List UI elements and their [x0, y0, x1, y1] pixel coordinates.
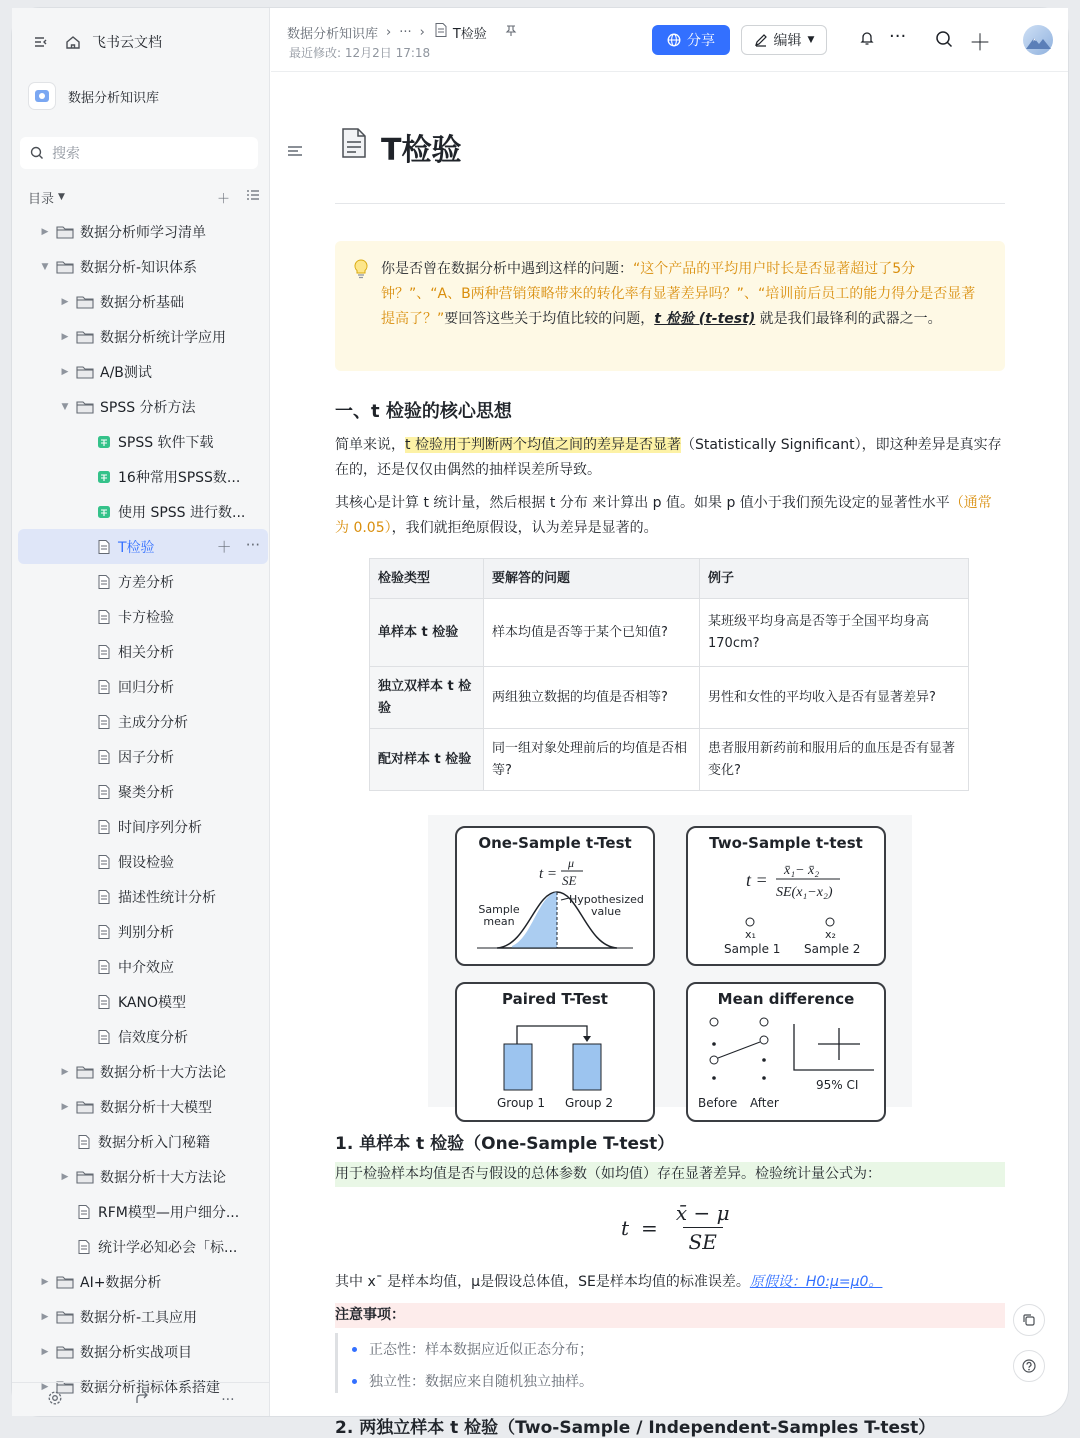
globe-icon: [667, 33, 681, 47]
edit-button[interactable]: [741, 25, 827, 55]
bullet: [352, 1347, 357, 1352]
callout-intro: 你是否曾在数据分析中遇到这样的问题：: [381, 261, 633, 277]
tree-item-label: 数据分析-工具应用: [80, 1309, 198, 1326]
tree-item-label: 描述性统计分析: [118, 889, 216, 906]
tree-item-label: 聚类分析: [118, 784, 174, 801]
tree-item-label: 假设检验: [118, 854, 174, 871]
tree-item[interactable]: [18, 704, 268, 739]
folder-icon: [76, 294, 94, 310]
callout-end: 就是我们最锋利的武器之一。: [755, 311, 942, 327]
chevron-right-icon[interactable]: ▶: [61, 331, 69, 342]
tree-item[interactable]: [18, 739, 268, 774]
settings-icon[interactable]: [47, 1390, 63, 1410]
tree-item-label: SPSS 软件下载: [118, 434, 214, 451]
callout-questions: “这个产品的平均用户时长是否显著超过了5分钟？”、“A、B两种营销策略带来的转化率有显著差异吗？”、“培训前后员工的能力得分是否显著提高了？”: [381, 261, 976, 327]
tree-item-label: 16种常用SPSS数...: [118, 469, 241, 486]
svg-text:μ: μ: [568, 856, 575, 870]
tree-item[interactable]: [18, 1229, 268, 1264]
tree-item[interactable]: [18, 984, 268, 1019]
chevron-right-icon[interactable]: ▶: [41, 1381, 49, 1392]
share-out-icon[interactable]: [134, 1390, 150, 1410]
chevron-right-icon[interactable]: ▶: [61, 1066, 69, 1077]
chevron-right-icon[interactable]: ▶: [61, 1171, 69, 1182]
share-button[interactable]: [652, 25, 730, 55]
paragraph: [335, 1270, 1005, 1295]
one-sample-card: [455, 826, 655, 966]
notes-heading: 注意事项：: [335, 1303, 1005, 1328]
more-options-icon[interactable]: ···: [889, 26, 907, 47]
svg-text:x₁: x₁: [745, 928, 756, 941]
breadcrumb-ellipsis[interactable]: ···: [399, 24, 412, 40]
folder-icon: [76, 329, 94, 345]
list-item: [352, 1365, 1005, 1397]
list-item-text: 正态性：样本数据应近似正态分布；: [369, 1342, 593, 1358]
text-run: 简单来说，: [335, 437, 405, 453]
callout-mid: 要回答这些关于均值比较的问题，: [444, 311, 655, 327]
add-icon[interactable]: ＋: [216, 538, 232, 556]
table-cell: 患者服用新药前和服用后的血压是否有显著变化?: [700, 729, 969, 791]
tree-item-label: 中介效应: [118, 959, 174, 976]
list-item: [352, 1333, 1005, 1365]
tree-item[interactable]: [18, 1264, 268, 1299]
add-icon[interactable]: ＋: [969, 31, 992, 56]
doc-icon: [337, 126, 371, 168]
table-header: 要解答的问题: [484, 559, 700, 599]
tree-item-label: RFM模型—用户细分...: [98, 1204, 240, 1221]
table-cell: 两组独立数据的均值是否相等?: [484, 667, 700, 729]
list-item-text: 独立性：数据应来自随机独立抽样。: [369, 1374, 593, 1390]
green-highlight-paragraph: 用于检验样本均值是否与假设的总体参数（如均值）存在显著差异。检验统计量公式为：: [335, 1162, 1005, 1187]
tree-item-label: A/B测试: [100, 364, 152, 381]
toc-label[interactable]: 目录: [28, 191, 55, 207]
outline-icon[interactable]: [287, 143, 303, 163]
edit-label: 编辑: [773, 33, 802, 49]
tree-item[interactable]: [18, 599, 268, 634]
chevron-right-icon[interactable]: ▶: [41, 1311, 49, 1322]
svg-text:t =: t =: [746, 870, 768, 890]
table-cell: 单样本 t 检验: [370, 599, 484, 667]
text-run: 其中 x¯ 是样本均值，μ是假设总体值，SE是样本均值的标准误差。: [335, 1274, 750, 1290]
table-row: [370, 729, 969, 791]
chevron-down-icon[interactable]: ▼: [41, 261, 49, 272]
doc-icon: [76, 1239, 92, 1255]
doc-icon: [96, 714, 112, 730]
chevron-right-icon[interactable]: ▶: [41, 226, 49, 237]
doc-icon: [96, 784, 112, 800]
tree-item[interactable]: [18, 914, 268, 949]
table-cell: 某班级平均身高是否等于全国平均身高 170cm?: [700, 599, 969, 667]
doc-icon: [433, 22, 449, 42]
document-body: [271, 73, 1068, 1438]
tree-item-label: 因子分析: [118, 749, 174, 766]
folder-icon: [76, 399, 94, 415]
paragraph: [335, 491, 1005, 541]
card-title: One-Sample t-Test: [478, 834, 632, 852]
doc-icon: [76, 1134, 92, 1150]
folder-icon: [76, 1064, 94, 1080]
tree-item-label: 判别分析: [118, 924, 174, 941]
tree-item-label: SPSS 分析方法: [100, 399, 196, 416]
tree-item[interactable]: [18, 459, 268, 494]
tree-item-label: 信效度分析: [118, 1029, 188, 1046]
paired-card: [455, 982, 655, 1122]
search-input[interactable]: [20, 137, 258, 169]
formula-lhs: t: [621, 1215, 630, 1240]
help-button[interactable]: [1013, 1350, 1045, 1382]
tree-item[interactable]: [18, 1299, 268, 1334]
tree-item-label: T检验: [118, 539, 155, 556]
tree-item-label: 方差分析: [118, 574, 174, 591]
page-title: [337, 125, 461, 169]
collapse-sidebar-icon[interactable]: [32, 33, 50, 51]
doc-icon: [96, 854, 112, 870]
tree-item[interactable]: [18, 389, 268, 424]
before-label: Before: [698, 1096, 738, 1110]
pencil-icon: [754, 33, 768, 47]
bullet: [352, 1379, 357, 1384]
chevron-right-icon[interactable]: ▶: [61, 1101, 69, 1112]
help-icon: [1022, 1359, 1036, 1373]
tree-item[interactable]: [18, 949, 268, 984]
t-statistic-formula: [621, 1201, 736, 1254]
kb-name: 数据分析知识库: [68, 90, 160, 106]
copy-doc-button[interactable]: [1013, 1304, 1045, 1336]
svg-text:t =: t =: [539, 866, 558, 882]
chevron-down-icon: ▼: [807, 35, 815, 45]
subsection-heading: 2. 两独立样本 t 检验（Two-Sample / Independent-Samples T-test）: [335, 1418, 936, 1438]
chevron-right-icon: ›: [419, 24, 425, 40]
doc-icon: [96, 539, 112, 555]
doc-icon: [96, 889, 112, 905]
svg-text:x₂: x₂: [825, 928, 836, 941]
tree-item[interactable]: [18, 634, 268, 669]
tree-item[interactable]: [18, 844, 268, 879]
table-cell: 同一组对象处理前后的均值是否相等?: [484, 729, 700, 791]
folder-icon: [56, 1344, 74, 1360]
table-cell: 配对样本 t 检验: [370, 729, 484, 791]
app-name[interactable]: 飞书云文档: [92, 35, 162, 51]
breadcrumb-root[interactable]: 数据分析知识库: [287, 26, 379, 42]
tree-item-label: 数据分析实战项目: [80, 1344, 192, 1361]
paired-diagram: [457, 984, 653, 1120]
tree-item[interactable]: [18, 529, 268, 564]
folder-icon: [76, 364, 94, 380]
tree-item[interactable]: [18, 669, 268, 704]
sheet-icon: [96, 469, 112, 485]
tree-item[interactable]: [18, 1019, 268, 1054]
text-run: ，我们就拒绝原假设，认为差异是显著的。: [391, 520, 658, 536]
folder-icon: [56, 259, 74, 275]
group2-label: Group 2: [565, 1096, 613, 1110]
sheet-icon: [96, 504, 112, 520]
folder-icon: [76, 1099, 94, 1115]
sidebar-footer: [12, 1382, 270, 1416]
tree-item[interactable]: [18, 809, 268, 844]
tree-item-label: 卡方检验: [118, 609, 174, 626]
tree-item[interactable]: [18, 879, 268, 914]
svg-text:SE(x₁−x₂): SE(x₁−x₂): [776, 885, 833, 900]
tree-item-label: 统计学必知必会「标...: [98, 1239, 238, 1256]
top-bar: [271, 8, 1068, 72]
orange-text: （通常为 0.05）: [335, 495, 992, 536]
tree-item-label: 数据分析十大模型: [100, 1099, 212, 1116]
tree-item[interactable]: [18, 564, 268, 599]
tree-item-label: 数据分析师学习清单: [80, 224, 206, 241]
tree-item-label: 数据分析十大方法论: [100, 1064, 226, 1081]
two-sample-card: [686, 826, 886, 966]
doc-icon: [96, 749, 112, 765]
sidebar: [12, 8, 270, 1416]
breadcrumb: [287, 22, 517, 42]
card-title: Two-Sample t-test: [709, 834, 863, 852]
tree-item-actions: [217, 536, 260, 557]
hypothesized-value-label: Hypothesized value: [569, 893, 644, 918]
tree-item[interactable]: [18, 424, 268, 459]
tree-item-label: 回归分析: [118, 679, 174, 696]
doc-icon: [96, 609, 112, 625]
chevron-right-icon[interactable]: ▶: [41, 1276, 49, 1287]
kb-logo-icon: [28, 82, 56, 110]
table-row: [370, 667, 969, 729]
formula-numerator: x̄ − μ: [675, 1201, 730, 1225]
sheet-icon: [96, 434, 112, 450]
tree-item[interactable]: [18, 774, 268, 809]
t-test-illustration: [428, 815, 912, 1110]
chevron-right-icon: ›: [386, 24, 392, 40]
tree-item-label: 数据分析统计学应用: [100, 329, 226, 346]
more-icon[interactable]: ···: [245, 536, 260, 554]
tree-item-label: 相关分析: [118, 644, 174, 661]
knowledge-base-header[interactable]: [28, 82, 159, 110]
text-run: （Statistically Significant），即这种差异是真实存在的，还是仅仅由偶然的抽样误差所导致。: [335, 437, 1002, 478]
sample1-label: Sample 1: [724, 942, 781, 956]
divider: [335, 203, 1005, 204]
group1-label: Group 1: [497, 1096, 545, 1110]
highlighted-text: t 检验用于判断两个均值之间的差异是否显著: [405, 437, 681, 453]
table-header: 例子: [700, 559, 969, 599]
svg-text:x̄₁− x̄₂: x̄₁− x̄₂: [784, 863, 820, 878]
sample2-label: Sample 2: [804, 942, 861, 956]
tree-item[interactable]: [18, 1054, 268, 1089]
doc-icon: [96, 679, 112, 695]
table-cell: 独立双样本 t 检验: [370, 667, 484, 729]
folder-icon: [56, 1309, 74, 1325]
after-label: After: [750, 1096, 779, 1110]
bell-icon[interactable]: [859, 30, 875, 46]
avatar[interactable]: [1023, 25, 1053, 55]
doc-icon: [96, 959, 112, 975]
tree-item-label: 使用 SPSS 进行数...: [118, 504, 246, 521]
copy-icon: [1022, 1313, 1036, 1327]
paragraph: [335, 433, 1005, 483]
card-title: Mean difference: [717, 990, 855, 1008]
tree-item[interactable]: [18, 1334, 268, 1369]
doc-icon: [96, 644, 112, 660]
search-placeholder: 搜索: [52, 146, 80, 162]
ci-label: 95% CI: [816, 1078, 859, 1092]
breadcrumb-current[interactable]: T检验: [452, 26, 487, 42]
formula-denominator: SE: [683, 1227, 723, 1254]
table-header: 检验类型: [370, 559, 484, 599]
table-cell: 男性和女性的平均收入是否有显著差异?: [700, 667, 969, 729]
tree-item-label: 主成分分析: [118, 714, 188, 731]
toc-header: [28, 186, 260, 208]
folder-icon: [56, 224, 74, 240]
last-modified: 最近修改: 12月2日 17:18: [289, 46, 431, 60]
tree-item-label: 数据分析指标体系搭建: [80, 1379, 220, 1396]
home-icon[interactable]: [64, 33, 82, 51]
pin-icon[interactable]: [505, 24, 517, 40]
tree-item-label: 数据分析基础: [100, 294, 184, 311]
sidebar-header: [32, 30, 162, 54]
section-heading: 一、t 检验的核心思想: [335, 401, 512, 422]
doc-tree: [18, 214, 268, 1396]
card-title: Paired T-Test: [502, 990, 608, 1008]
doc-icon: [76, 1204, 92, 1220]
mean-difference-card: [686, 982, 886, 1122]
doc-icon: [96, 819, 112, 835]
tree-item-label: KANO模型: [118, 994, 187, 1011]
doc-icon: [96, 574, 112, 590]
doc-icon: [96, 994, 112, 1010]
more-icon[interactable]: ···: [221, 1391, 235, 1408]
chevron-right-icon[interactable]: ▶: [41, 1346, 49, 1357]
tree-item-label: 数据分析-知识体系: [80, 259, 198, 276]
tree-item[interactable]: [18, 319, 268, 354]
svg-text:SE: SE: [562, 873, 577, 888]
tree-item[interactable]: [18, 214, 268, 249]
app-window: [12, 8, 1068, 1438]
table-row: [370, 599, 969, 667]
formula-eq: =: [641, 1215, 658, 1240]
tree-item-label: AI+数据分析: [80, 1274, 162, 1291]
tree-item[interactable]: [18, 1194, 268, 1229]
text-run: 其核心是计算 t 统计量，然后根据 t 分布 来计算出 p 值。如果 p 值小于我们预先设定的显著性水平: [335, 495, 950, 511]
formula-fraction: [670, 1201, 736, 1254]
tree-item[interactable]: [18, 1124, 268, 1159]
add-icon[interactable]: ＋: [216, 191, 230, 207]
hypothesis-link[interactable]: 原假设：H0:μ=μ0。: [749, 1274, 883, 1290]
folder-icon: [56, 1274, 74, 1290]
tree-item[interactable]: [18, 494, 268, 529]
callout-block: [335, 241, 1005, 371]
doc-icon: [96, 1029, 112, 1045]
table-cell: 样本均值是否等于某个已知值?: [484, 599, 700, 667]
tree-options-icon[interactable]: [246, 188, 260, 207]
doc-icon: [96, 924, 112, 940]
tree-item[interactable]: [18, 284, 268, 319]
folder-icon: [76, 1169, 94, 1185]
chevron-right-icon[interactable]: ▶: [61, 366, 69, 377]
title-text: T检验: [381, 133, 462, 168]
tree-item-label: 时间序列分析: [118, 819, 202, 836]
sample-mean-label: Sample mean: [478, 903, 520, 928]
callout-bold-term: t 检验 (t-test): [654, 311, 756, 327]
share-label: 分享: [687, 33, 715, 49]
chevron-right-icon[interactable]: ▶: [61, 296, 69, 307]
tree-item[interactable]: [18, 1089, 268, 1124]
tree-item-label: 数据分析十大方法论: [100, 1169, 226, 1186]
tree-item[interactable]: [18, 1159, 268, 1194]
chevron-down-icon[interactable]: ▼: [61, 401, 69, 412]
search-icon[interactable]: [935, 30, 953, 48]
tree-item[interactable]: [18, 249, 268, 284]
tree-item[interactable]: [18, 354, 268, 389]
comparison-table: [369, 558, 969, 791]
table-header-row: [370, 559, 969, 599]
search-icon: [30, 146, 44, 160]
subsection-heading: 1. 单样本 t 检验（One-Sample T-test）: [335, 1134, 675, 1154]
chevron-down-icon[interactable]: ▼: [58, 192, 65, 202]
notes-list: [335, 1333, 1005, 1393]
tree-item-label: 数据分析入门秘籍: [98, 1134, 210, 1151]
lightbulb-icon: [353, 259, 369, 288]
